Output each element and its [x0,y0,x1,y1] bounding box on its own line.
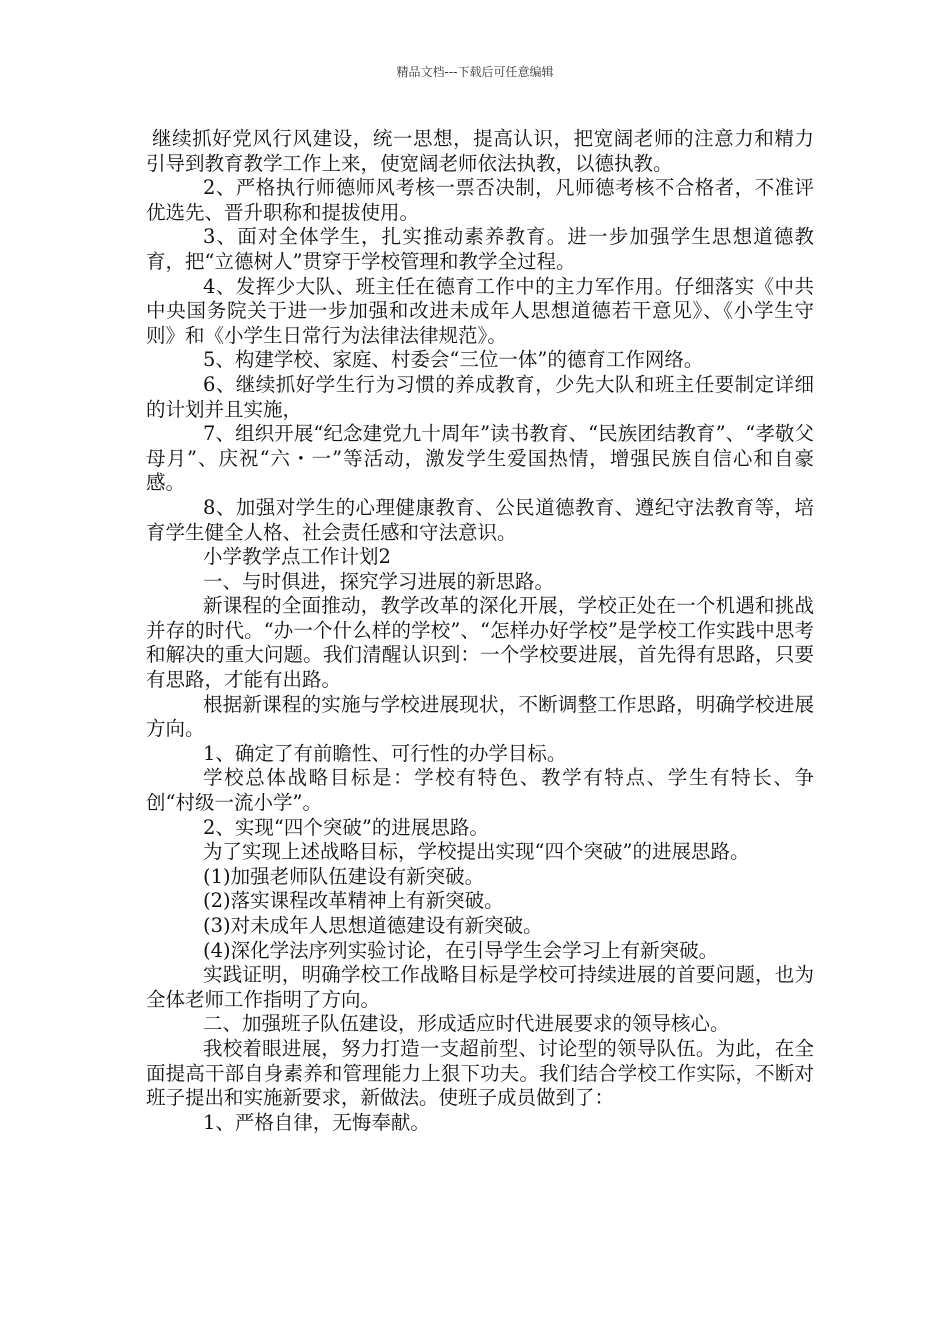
section-heading: 二、加强班子队伍建设，形成适应时代进展要求的领导核心。 [203,1012,730,1036]
paragraph: 2、严格执行师德师风考核一票否决制，凡师德考核不合格者，不准评优选先、晋升职称和提拔使用。 [146,176,814,224]
paragraph: 学校总体战略目标是：学校有特色、教学有特点、学生有特长、争创“村级一流小学”。 [146,766,814,815]
paragraph: 我校着眼进展，努力打造一支超前型、讨论型的领导队伍。为此，在全面提高干部自身素养和管理能力上狠下功夫。我们结合学校工作实际，不断对班子提出和实施新要求，新做法。使班子成员做到了： [146,1036,814,1110]
paragraph: 2、实现“四个突破”的进展思路。 [203,815,489,839]
paragraph: 1、确定了有前瞻性、可行性的办学目标。 [203,741,567,765]
paragraph: 继续抓好党风行风建设，统一思想，提高认识，把宽阔老师的注意力和精力引导到教育教学工作上来，使宽阔老师依法执教，以德执教。 [146,127,814,175]
list-item: (2)落实课程改革精神上有新突破。 [203,889,504,913]
paragraph: 5、构建学校、家庭、村委会“三位一体”的德育工作网络。 [203,348,704,372]
paragraph: 8、加强对学生的心理健康教育、公民道德教育、遵纪守法教育等，培育学生健全人格、社会责任感和守法意识。 [146,495,814,544]
paragraph: 为了实现上述战略目标，学校提出实现“四个突破”的进展思路。 [203,840,750,864]
paragraph: 1、严格自律，无悔奉献。 [203,1110,430,1134]
paragraph: 3、面对全体学生，扎实推动素养教育。进一步加强学生思想道德教育，把“立德树人”贯穿于学校管理和教学全过程。 [146,225,814,273]
section-heading: 一、与时俱进，探究学习进展的新思路。 [203,569,555,593]
section-title: 小学教学点工作计划2 [203,545,391,569]
page-header: 精品文档---下载后可任意编辑 [396,65,554,79]
list-item: (4)深化学法序列实验讨论，在引导学生会学习上有新突破。 [203,938,719,962]
list-item: (1)加强老师队伍建设有新突破。 [203,864,485,888]
paragraph: 7、组织开展“纪念建党九十周年”读书教育、“民族团结教育”、“孝敬父母月”、庆祝“六・一”等活动，激发学生爱国热情，增强民族自信心和自豪感。 [146,422,814,495]
paragraph: 实践证明，明确学校工作战略目标是学校可持续进展的首要问题，也为全体老师工作指明了方向。 [146,963,814,1011]
document-body [146,127,814,1135]
paragraph: 4、发挥少大队、班主任在德育工作中的主力军作用。仔细落实《中共中央国务院关于进一步加强和改进未成年人思想道德若干意见》、《小学生守则》和《小学生日常行为法律法律规范》。 [146,274,814,347]
paragraph: 新课程的全面推动，教学改革的深化开展，学校正处在一个机遇和挑战并存的时代。“办一个什么样的学校”、“怎样办好学校”是学校工作实践中思考和解决的重大问题。我们清醒认识到：一个学校要进展，首先得有思路，只要有思路，才能有出路。 [146,594,814,692]
paragraph: 根据新课程的实施与学校进展现状，不断调整工作思路，明确学校进展方向。 [146,692,814,741]
list-item: (3)对未成年人思想道德建设有新突破。 [203,914,543,937]
paragraph: 6、继续抓好学生行为习惯的养成教育，少先大队和班主任要制定详细的计划并且实施， [146,372,814,421]
